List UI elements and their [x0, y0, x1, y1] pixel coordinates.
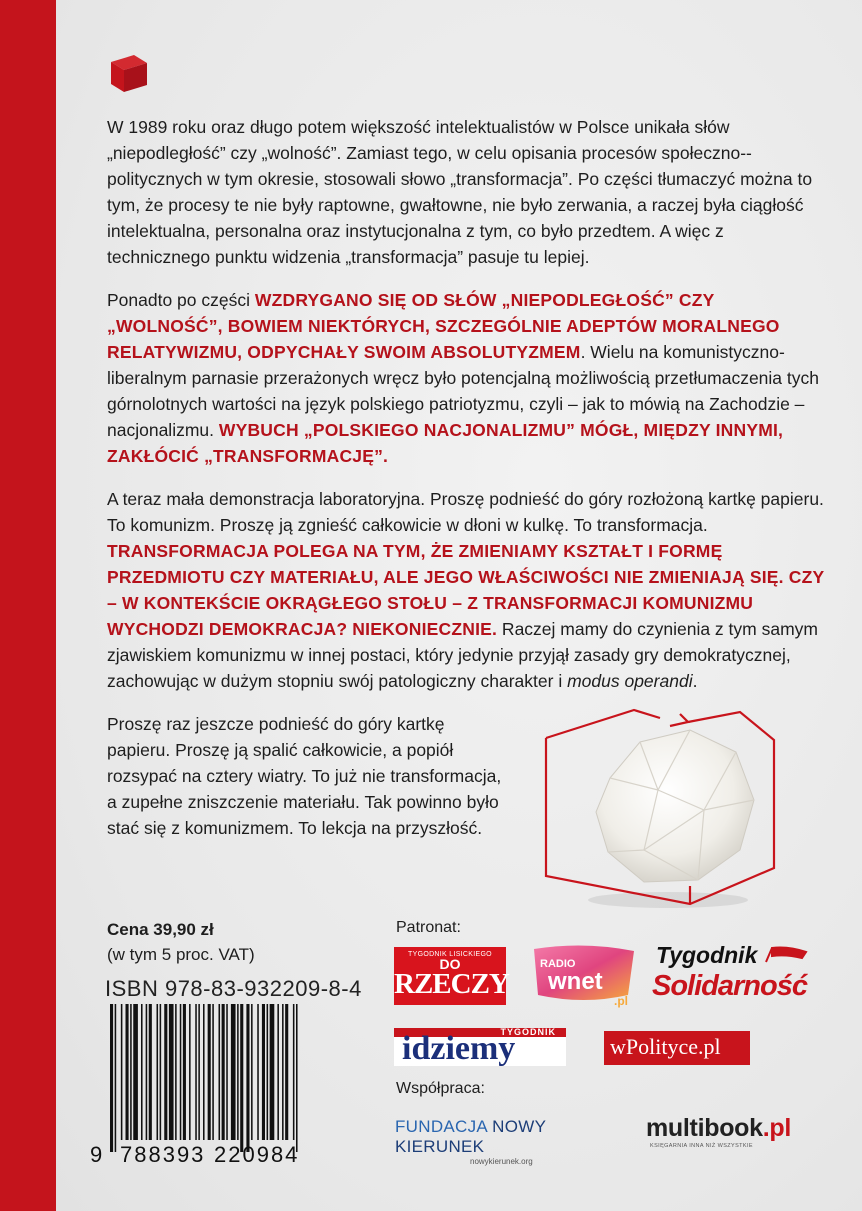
radio-wnet-logo [528, 943, 640, 1009]
paragraph-3 [107, 486, 827, 694]
patronage-label: Patronat: [396, 919, 461, 936]
multibook-name: multibook.pl [646, 1114, 791, 1142]
multibook-tagline: KSIĘGARNIA INNA NIŻ WSZYSTKIE [650, 1143, 753, 1149]
idziemy-tygodnik-text: TYGODNIK [500, 1027, 556, 1037]
cube-logo-icon [108, 52, 150, 94]
idziemy-name-text: idziemy [402, 1030, 516, 1067]
wnet-pl-text: .pl [614, 994, 628, 1008]
idziemy-logo [394, 1028, 566, 1066]
paragraph-4-text: Proszę raz jeszcze podnieść do góry kartkę papieru. Proszę ją spalić całkowicie, a popiół rozsypać na cztery wiatry. To już nie transformacja, a zupełne zniszczenie materiału. Tak powinno było stać się z komunizmem. To lekcja na przyszłość. [107, 714, 502, 838]
barcode-left-digits: 788393 [120, 1142, 206, 1164]
paragraph-2-text-b: . Wielu na komunistyczno-liberalnym parnasie przerażonych wręcz było potencjalną możliwością przetłumaczenia tych górnolotnych wartości na język polskiego patriotyzmu, czyli – jak to mówią na Zachodzie – nacjonalizmu. [107, 342, 819, 440]
cooperation-label: Współpraca: [396, 1080, 485, 1097]
fundacja-name: FUNDACJA NOWY KIERUNEK [395, 1117, 546, 1156]
paragraph-2-highlight-b: WYBUCH „POLSKIEGO NACJONALIZMU” MÓGŁ, MIĘDZY INNYMI, ZAKŁÓCIĆ „TRANSFORMACJĘ”. [107, 420, 784, 466]
tygodnik-solidarnosc-logo [652, 942, 814, 1004]
price-block [107, 917, 255, 967]
paragraph-2-text-a: Ponadto po części [107, 290, 255, 310]
paragraph-3-italic: modus operandi [567, 671, 693, 691]
do-rzeczy-logo [394, 947, 509, 1005]
paragraph-3-text-b: Raczej mamy do czynienia z tym samym zjawiskiem komunizmu w innej postaci, który jedynie przyjął zasady gry demokratycznej, zachowując w dużym stopniu swój patologiczny charakter i [107, 619, 818, 691]
wnet-radio-text: RADIO [540, 958, 576, 970]
paragraph-2 [107, 287, 827, 469]
isbn-number: ISBN 978-83-932209-8-4 [105, 976, 362, 1001]
barcode-first-digit: 9 [90, 1142, 103, 1164]
barcode-right-digits: 220984 [214, 1142, 300, 1164]
wpolityce-logo [604, 1031, 750, 1065]
paragraph-3-text-c: . [692, 671, 698, 691]
red-spine-band [0, 0, 56, 1211]
multibook-logo [646, 1114, 816, 1154]
wpolityce-name-text: wPolityce.pl [610, 1034, 721, 1059]
tygodnik-text: Tygodnik [656, 942, 758, 968]
paragraph-4 [107, 711, 507, 841]
fundacja-nowy-kierunek-logo [395, 1117, 625, 1166]
paragraph-3-text-a: A teraz mała demonstracja laboratoryjna. Proszę podnieść do góry rozłożoną kartkę papieru. To komunizm. Proszę ją zgnieść całkowicie w dłoni w kulkę. To transformacja. [107, 489, 824, 535]
wnet-name-text: wnet [548, 968, 603, 995]
solidarnosc-text: Solidarność [652, 970, 807, 1002]
flag-icon [764, 946, 808, 964]
vat-note: (w tym 5 proc. VAT) [107, 945, 255, 964]
fundacja-url: nowykierunek.org [470, 1157, 533, 1166]
price-label: Cena 39,90 zł [107, 920, 214, 939]
paragraph-1-text: W 1989 roku oraz długo potem większość intelektualistów w Polsce unikała słów „niepodległość” czy „wolność”. Zamiast tego, w celu opisania procesów społeczno--politycznych w tym okresie, stosowali słowo „transformacja”. Po części tłumaczyć można to tym, że procesy te nie były raptowne, gwałtowne, nie było zerwania, a raczej była ciągłość intelektualna, personalna oraz instytucjonalna z tym, co było przedtem. A więc z technicznego punktu widzenia „transformacja” pasuje tu lepiej. [107, 117, 813, 267]
paragraph-3-highlight: TRANSFORMACJA POLEGA NA TYM, ŻE ZMIENIAMY KSZTAŁT I FORMĘ PRZEDMIOTU CZY MATERIAŁU, ALE JEGO WŁAŚCIWOŚCI NIE ZMIENIAJĄ SIĘ. CZY – W KONTEKŚCIE OKRĄGŁEGO STOŁU – Z TRANSFORMACJI KOMUNIZMU WYCHODZI DEMOKRACJA? NIEKONIECZNIE. [107, 541, 825, 639]
crumpled-paper-cube-illustration [540, 700, 780, 910]
paragraph-1 [107, 114, 827, 270]
do-rzeczy-do: DO [439, 956, 461, 972]
paragraph-2-highlight-a: WZDRYGANO SIĘ OD SŁÓW „NIEPODLEGŁOŚĆ” CZY „WOLNOŚĆ”, BOWIEM NIEKTÓRYCH, SZCZEGÓLNIE ADEPTÓW MORALNEGO RELATYWIZMU, ODPYCHAŁY SWOIM ABSOLUTYZMEM [107, 290, 780, 362]
isbn-barcode [88, 1004, 308, 1164]
do-rzeczy-rzeczy: RZECZY [394, 968, 509, 1000]
do-rzeczy-tagline: TYGODNIK LISICKIEGO [408, 951, 492, 958]
